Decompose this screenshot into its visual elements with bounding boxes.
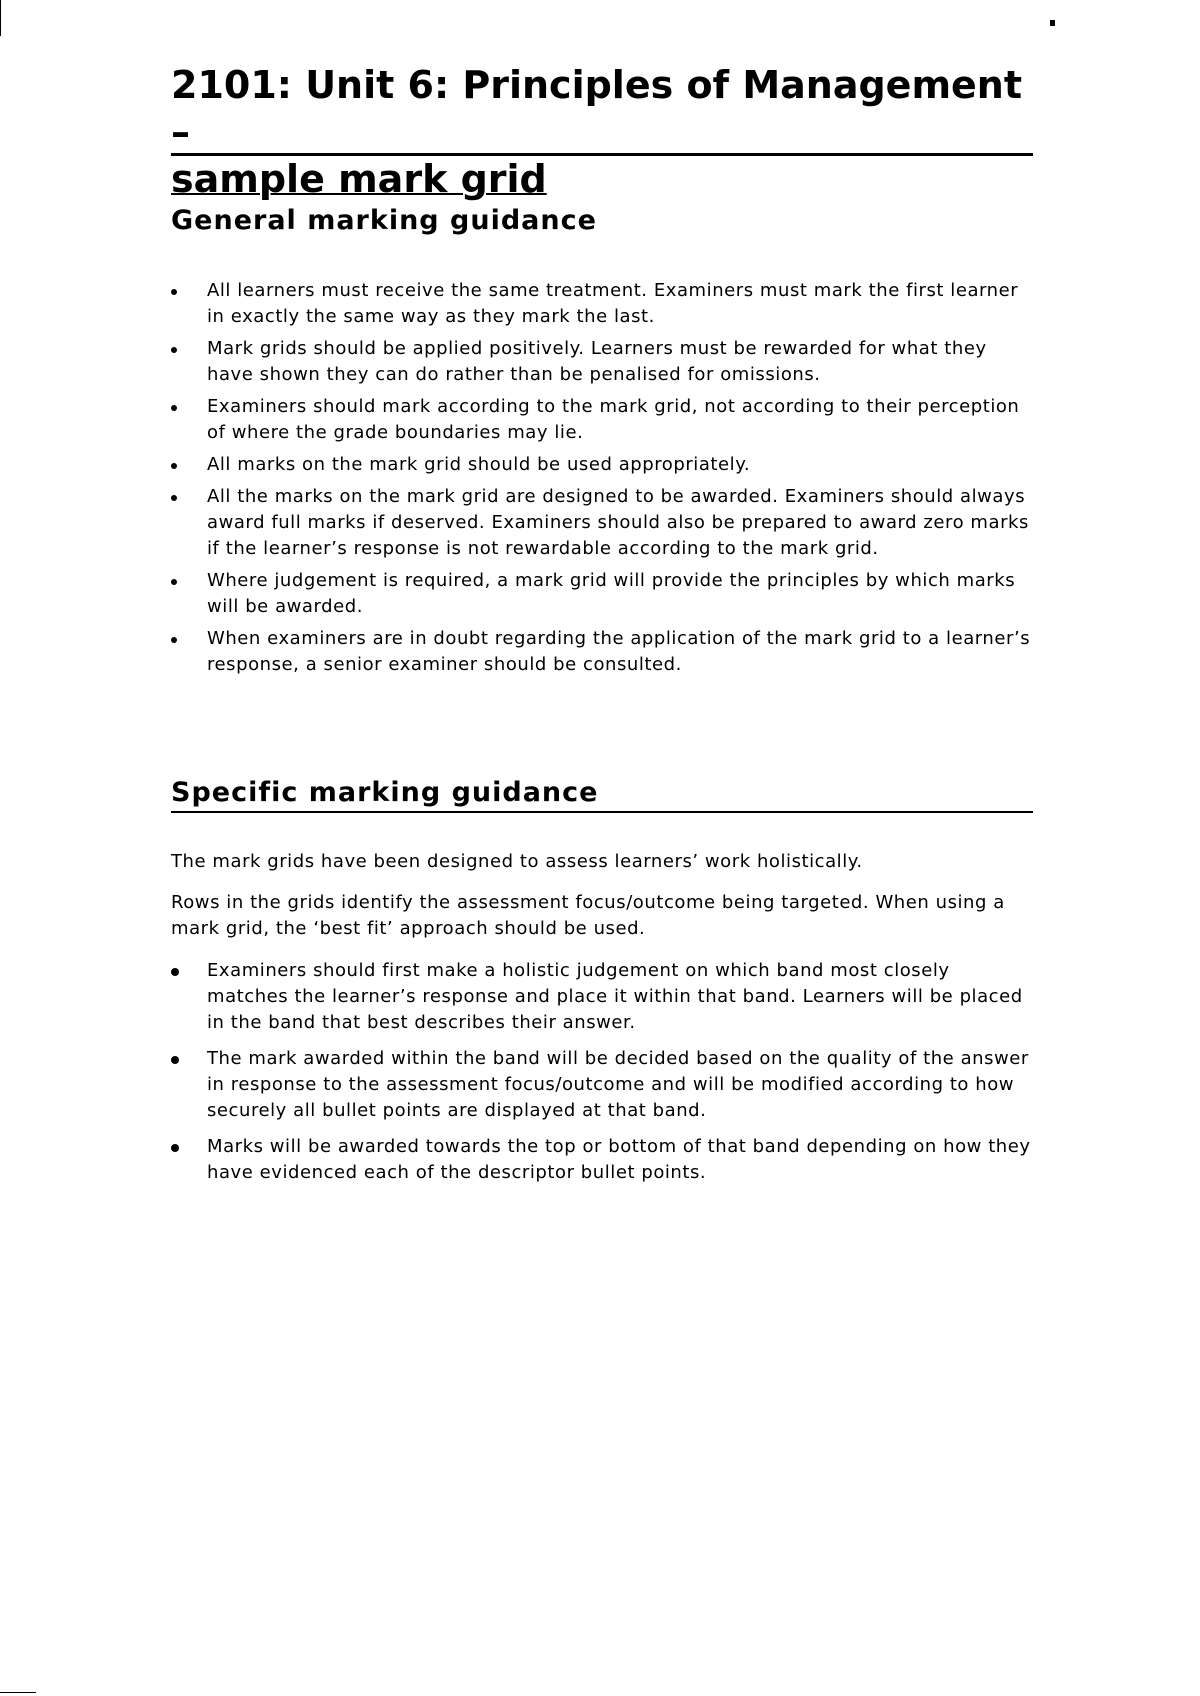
bullet-icon bbox=[171, 1144, 179, 1152]
bullet-icon bbox=[171, 463, 177, 469]
specific-guidance-list bbox=[171, 958, 1033, 1186]
bullet-icon bbox=[171, 289, 177, 295]
bullet-icon bbox=[171, 1056, 179, 1064]
bullet-icon bbox=[171, 347, 177, 353]
specific-guidance-heading: Specific marking guidance bbox=[171, 776, 1033, 813]
list-item bbox=[171, 336, 1033, 388]
list-item bbox=[171, 568, 1033, 620]
list-item-text: All learners must receive the same treatment. Examiners must mark the first learner in exactly the same way as they mark the last. bbox=[207, 280, 1019, 327]
specific-paragraph: Rows in the grids identify the assessment focus/outcome being targeted. When using a mark grid, the ‘best fit’ approach should be used. bbox=[171, 892, 1005, 939]
title-line-2: sample mark grid bbox=[171, 157, 547, 201]
list-item-text: All marks on the mark grid should be used appropriately. bbox=[207, 454, 751, 475]
general-guidance-list bbox=[171, 278, 1033, 678]
list-item-text: Marks will be awarded towards the top or bottom of that band depending on how they have evidenced each of the descriptor bullet points. bbox=[207, 1136, 1031, 1183]
page-edge-mark bbox=[0, 0, 1, 36]
bullet-icon bbox=[171, 637, 177, 643]
list-item bbox=[171, 1046, 1033, 1124]
list-item bbox=[171, 452, 1033, 478]
list-item-text: Examiners should first make a holistic judgement on which band most closely matches the learner’s response and place it within that band. Learners will be placed in the band that best describes their answer. bbox=[207, 960, 1023, 1033]
list-item bbox=[171, 484, 1033, 562]
list-item-text: Where judgement is required, a mark grid will provide the principles by which marks will be awarded. bbox=[207, 570, 1016, 617]
page-corner-mark bbox=[1050, 20, 1055, 26]
title-line-1: 2101: Unit 6: Principles of Management – bbox=[171, 63, 1023, 154]
list-item bbox=[171, 958, 1033, 1036]
list-item-text: All the marks on the mark grid are designed to be awarded. Examiners should always award full marks if deserved. Examiners should also be prepared to award zero marks if the learner’s response is not rewardable according to the mark grid. bbox=[207, 486, 1029, 559]
bullet-icon bbox=[171, 579, 177, 585]
list-item-text: Mark grids should be applied positively. Learners must be rewarded for what they have shown they can do rather than be penalised for omissions. bbox=[207, 338, 987, 385]
document-body bbox=[171, 62, 1033, 1196]
list-item-text: Examiners should mark according to the mark grid, not according to their perception of where the grade boundaries may lie. bbox=[207, 396, 1020, 443]
specific-paragraph: The mark grids have been designed to assess learners’ work holistically. bbox=[171, 851, 863, 872]
list-item bbox=[171, 278, 1033, 330]
bullet-icon bbox=[171, 495, 177, 501]
list-item bbox=[171, 1134, 1033, 1186]
list-item-text: When examiners are in doubt regarding the application of the mark grid to a learner’s response, a senior examiner should be consulted. bbox=[207, 628, 1031, 675]
page-edge-mark-bottom bbox=[0, 1692, 36, 1693]
list-item bbox=[171, 394, 1033, 446]
list-item-text: The mark awarded within the band will be decided based on the quality of the answer in response to the assessment focus/outcome and will be modified according to how securely all bullet points are displayed at that band. bbox=[207, 1048, 1029, 1121]
general-guidance-heading: General marking guidance bbox=[171, 205, 597, 236]
bullet-icon bbox=[171, 968, 179, 976]
page-title bbox=[171, 62, 1033, 201]
list-item bbox=[171, 626, 1033, 678]
bullet-icon bbox=[171, 405, 177, 411]
